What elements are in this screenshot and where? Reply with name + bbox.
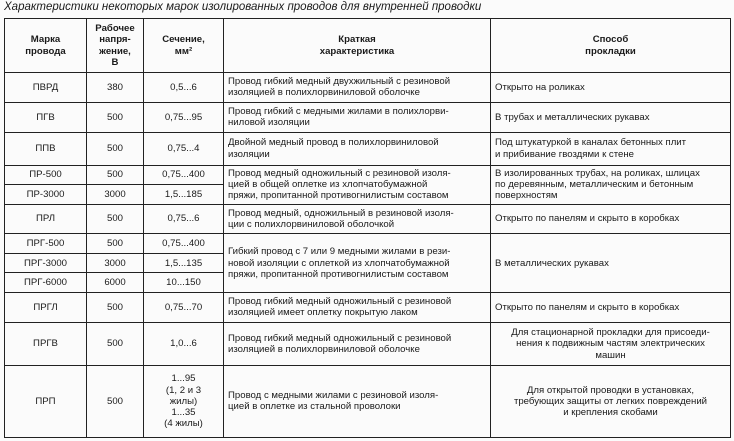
cell-description: Провод медный одножильный с резиновой изоля- цией в общей оплетке из хлопчатобумажной пряжи, пропитанной противогнилистым составом: [224, 165, 491, 204]
cell-voltage: 3000: [87, 185, 144, 205]
cell-mark: ПР-500: [5, 165, 87, 185]
table-row: [5, 234, 731, 254]
cell-laying-method: В трубах и металлических рукавах: [491, 102, 731, 132]
cell-mark: ПРГ-3000: [5, 253, 87, 273]
cell-description: Гибкий провод с 7 или 9 медными жилами в рези- новой изоляции с оплеткой из хлопчатобумажной пряжи, пропитанной противогнилистым составом: [224, 234, 491, 293]
wires-table: [4, 18, 731, 438]
cell-voltage: 500: [87, 234, 144, 254]
cell-laying-method: Открыто на роликах: [491, 73, 731, 103]
cell-mark: ПВРД: [5, 73, 87, 103]
cell-voltage: 500: [87, 132, 144, 165]
cell-section: 1,5...185: [144, 185, 224, 205]
header-mark: Марка провода: [5, 19, 87, 73]
cell-section: 1...95 (1, 2 и 3 жилы) 1...35 (4 жилы): [144, 365, 224, 437]
cell-laying-method: Для стационарной прокладки для присоеди- нения к подвижным частям электрических машин: [491, 322, 731, 365]
cell-mark: ПРГЛ: [5, 292, 87, 322]
cell-section: 10...150: [144, 273, 224, 293]
cell-laying-method: Под штукатуркой в каналах бетонных плит и прибивание гвоздями к стене: [491, 132, 731, 165]
cell-voltage: 380: [87, 73, 144, 103]
cell-voltage: 500: [87, 102, 144, 132]
cell-voltage: 500: [87, 165, 144, 185]
header-laying-method: Способ прокладки: [491, 19, 731, 73]
cell-mark: ПРГ-500: [5, 234, 87, 254]
cell-section: 0,75...400: [144, 165, 224, 185]
cell-section: 0,75...6: [144, 204, 224, 234]
cell-mark: ПГВ: [5, 102, 87, 132]
cell-mark: ПРЛ: [5, 204, 87, 234]
table-row: [5, 102, 731, 132]
cell-mark: ПРГ-6000: [5, 273, 87, 293]
table-row: [5, 132, 731, 165]
header-section: Сечение, мм²: [144, 19, 224, 73]
table-row: [5, 204, 731, 234]
header-row: [5, 19, 731, 73]
cell-laying-method: Открыто по панелям и скрыто в коробках: [491, 292, 731, 322]
cell-voltage: 3000: [87, 253, 144, 273]
table-row: [5, 322, 731, 365]
cell-laying-method: Для открытой проводки в установках, требующих защиты от легких повреждений и крепления скобами: [491, 365, 731, 437]
table-row: [5, 292, 731, 322]
header-voltage: Рабочее напря- жение, В: [87, 19, 144, 73]
cell-voltage: 6000: [87, 273, 144, 293]
cell-mark: ПРГВ: [5, 322, 87, 365]
cell-description: Двойной медный провод в полихлорвиниловой изоляции: [224, 132, 491, 165]
cell-mark: ППВ: [5, 132, 87, 165]
cell-voltage: 500: [87, 365, 144, 437]
table-row: [5, 73, 731, 103]
cell-section: 0,75...4: [144, 132, 224, 165]
cell-laying-method: Открыто по панелям и скрыто в коробках: [491, 204, 731, 234]
header-description: Краткая характеристика: [224, 19, 491, 73]
cell-section: 1,0...6: [144, 322, 224, 365]
cell-laying-method: В изолированных трубах, на роликах, шлицах по деревянным, металлическим и бетонным поверхностям: [491, 165, 731, 204]
table-row: [5, 365, 731, 437]
cell-voltage: 500: [87, 292, 144, 322]
cell-description: Провод гибкий медный двухжильный с резиновой изоляцией в полихлорвиниловой оболочке: [224, 73, 491, 103]
cell-mark: ПРП: [5, 365, 87, 437]
cell-voltage: 500: [87, 204, 144, 234]
cell-section: 0,75...95: [144, 102, 224, 132]
cell-laying-method: В металлических рукавах: [491, 234, 731, 293]
cell-section: 0,75...70: [144, 292, 224, 322]
cell-description: Провод гибкий с медными жилами в полихлорви- ниловой изоляции: [224, 102, 491, 132]
table-row: [5, 165, 731, 185]
table-caption: Характеристики некоторых марок изолированных проводов для внутренней проводки: [4, 1, 482, 13]
cell-section: 0,75...400: [144, 234, 224, 254]
cell-description: Провод гибкий медный одножильный с резиновой изоляцией в полихлорвиниловой оболочке: [224, 322, 491, 365]
cell-section: 1,5...135: [144, 253, 224, 273]
cell-description: Провод медный, одножильный в резиновой изоля- ции с полихлорвиниловой оболочкой: [224, 204, 491, 234]
cell-section: 0,5...6: [144, 73, 224, 103]
cell-description: Провод гибкий медный одножильный с резиновой изоляцией имеет оплетку покрытую лаком: [224, 292, 491, 322]
cell-mark: ПР-3000: [5, 185, 87, 205]
cell-voltage: 500: [87, 322, 144, 365]
cell-description: Провод с медными жилами с резиновой изоля- цией в оплетке из стальной проволоки: [224, 365, 491, 437]
